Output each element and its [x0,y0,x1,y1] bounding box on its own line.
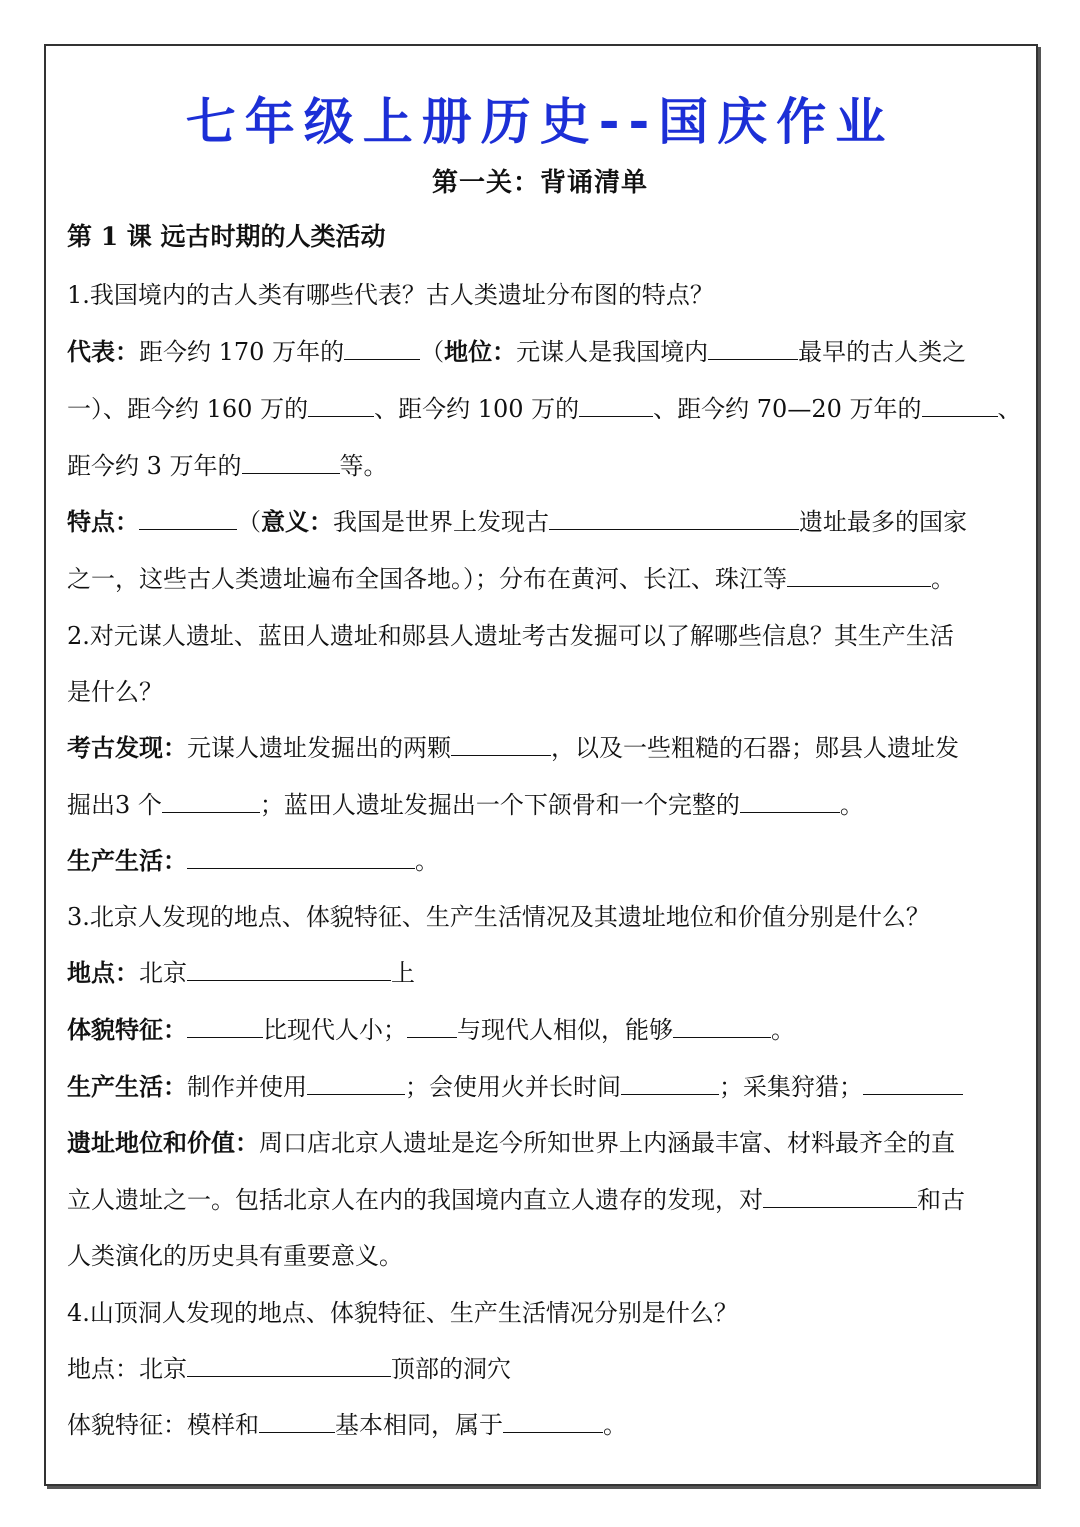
text: 体貌特征：模样和 [67,1411,259,1439]
q2-discovery-line-1 [67,731,1017,765]
answer-blank[interactable] [259,1410,335,1433]
text: 掘出3 个 [67,791,162,819]
place-label: 地点： [67,958,139,987]
text: 距今约 170 万年的 [139,338,345,366]
q3-value-line-3: 人类演化的历史具有重要意义。 [67,1242,403,1270]
lesson-heading: 第 1 课 远古时期的人类活动 [67,222,386,251]
answer-blank[interactable] [673,1015,771,1038]
text: 。 [931,565,955,593]
answer-blank[interactable] [242,451,340,474]
discovery-label: 考古发现： [67,733,187,762]
production-life-label: 生产生活： [67,846,187,875]
text: 周口店北京人遗址是迄今所知世界上内涵最丰富、材料最齐全的直 [259,1129,955,1157]
question-2-line-2: 是什么？ [67,678,163,706]
question-3: 3.北京人发现的地点、体貌特征、生产生活情况及其遗址地位和价值分别是什么？ [67,903,930,931]
text: 遗址最多的国家 [799,508,967,536]
answer-blank[interactable] [187,1354,391,1377]
q3-body-line [67,1013,1017,1047]
answer-blank[interactable] [187,1015,263,1038]
answer-blank[interactable] [621,1072,719,1095]
question-1: 1.我国境内的古人类有哪些代表？古人类遗址分布图的特点？ [67,281,714,309]
site-value-label: 遗址地位和价值： [67,1128,259,1157]
answer-blank[interactable] [407,1015,457,1038]
text: 。 [839,791,864,819]
text: 之一，这些古人类遗址遍布全国各地。）；分布在黄河、长江、珠江等 [67,565,787,593]
text: 和古 [917,1186,965,1214]
text: 立人遗址之一。包括北京人在内的我国境内直立人遗存的发现，对 [67,1186,763,1214]
q2-life-line [67,844,1017,878]
answer-blank[interactable] [308,394,374,417]
text: 、 [997,395,1022,423]
text: （ [420,338,445,366]
q4-place-line [67,1352,1017,1386]
answer-blank[interactable] [740,790,840,813]
answer-blank[interactable] [549,507,799,530]
answer-blank[interactable] [763,1185,917,1208]
text: 元谋人遗址发掘出的两颗 [187,734,451,762]
text: ；蓝田人遗址发掘出一个下颌骨和一个完整的 [259,791,740,819]
answer-blank[interactable] [708,337,798,360]
text: ；采集狩猎； [719,1073,863,1101]
text: 等。 [339,452,388,480]
answer-blank[interactable] [139,507,237,530]
text: 我国是世界上发现古 [333,508,549,536]
section-subtitle: 第一关：背诵清单 [431,168,648,198]
answer-blank[interactable] [344,337,420,360]
meaning-label: 意义： [261,507,333,536]
q3-life-line [67,1070,1017,1104]
text: 。 [415,847,439,875]
text: 元谋人是我国境内 [516,338,709,366]
body-features-label: 体貌特征： [67,1015,187,1044]
production-life-label: 生产生活： [67,1072,187,1101]
answer-blank[interactable] [863,1072,963,1095]
answer-blank[interactable] [503,1410,603,1433]
q1-features-line-1 [67,505,1017,539]
text: ；会使用火并长时间 [405,1073,621,1101]
answer-blank[interactable] [187,958,391,981]
answer-blank[interactable] [187,846,415,869]
text: （ [237,508,261,536]
text: 最早的古人类之 [798,338,967,366]
text: 与现代人相似，能够 [457,1016,673,1044]
text: 。 [603,1411,627,1439]
text: 、距今约 70—20 万年的 [653,395,922,423]
answer-blank[interactable] [451,733,551,756]
text: ，以及一些粗糙的石器；郧县人遗址发 [551,734,959,762]
text: 上 [391,959,415,987]
text: 距今约 3 万年的 [67,452,242,480]
q3-value-line-2 [67,1183,1017,1217]
q1-representatives-line-3 [67,449,1017,483]
representatives-label: 代表： [67,337,139,366]
text: 、距今约 100 万的 [374,395,580,423]
q4-body-line [67,1408,1017,1442]
text: 。 [771,1016,795,1044]
status-label: 地位： [444,337,517,366]
text: 顶部的洞穴 [391,1355,511,1383]
question-2-line-1: 2.对元谋人遗址、蓝田人遗址和郧县人遗址考古发掘可以了解哪些信息？其生产生活 [67,622,954,650]
q1-representatives-line-1 [67,335,1017,369]
text: 地点：北京 [67,1355,187,1383]
answer-blank[interactable] [579,394,653,417]
text: 基本相同，属于 [335,1411,503,1439]
answer-blank[interactable] [787,564,931,587]
text: 比现代人小； [263,1016,407,1044]
q2-discovery-line-2 [67,788,1017,822]
text: 北京 [139,959,187,987]
q1-representatives-line-2 [67,392,1022,426]
answer-blank[interactable] [922,394,998,417]
question-4: 4.山顶洞人发现的地点、体貌特征、生产生活情况分别是什么？ [67,1299,738,1327]
page-title: 七年级上册历史--国庆作业 [185,93,895,151]
q1-features-line-2 [67,562,1017,596]
answer-blank[interactable] [307,1072,405,1095]
features-label: 特点： [67,507,139,536]
answer-blank[interactable] [162,790,260,813]
q3-place-line [67,956,1017,990]
text: 制作并使用 [187,1073,307,1101]
q3-value-line-1 [67,1126,1017,1160]
text: 一）、距今约 160 万的 [67,395,309,423]
